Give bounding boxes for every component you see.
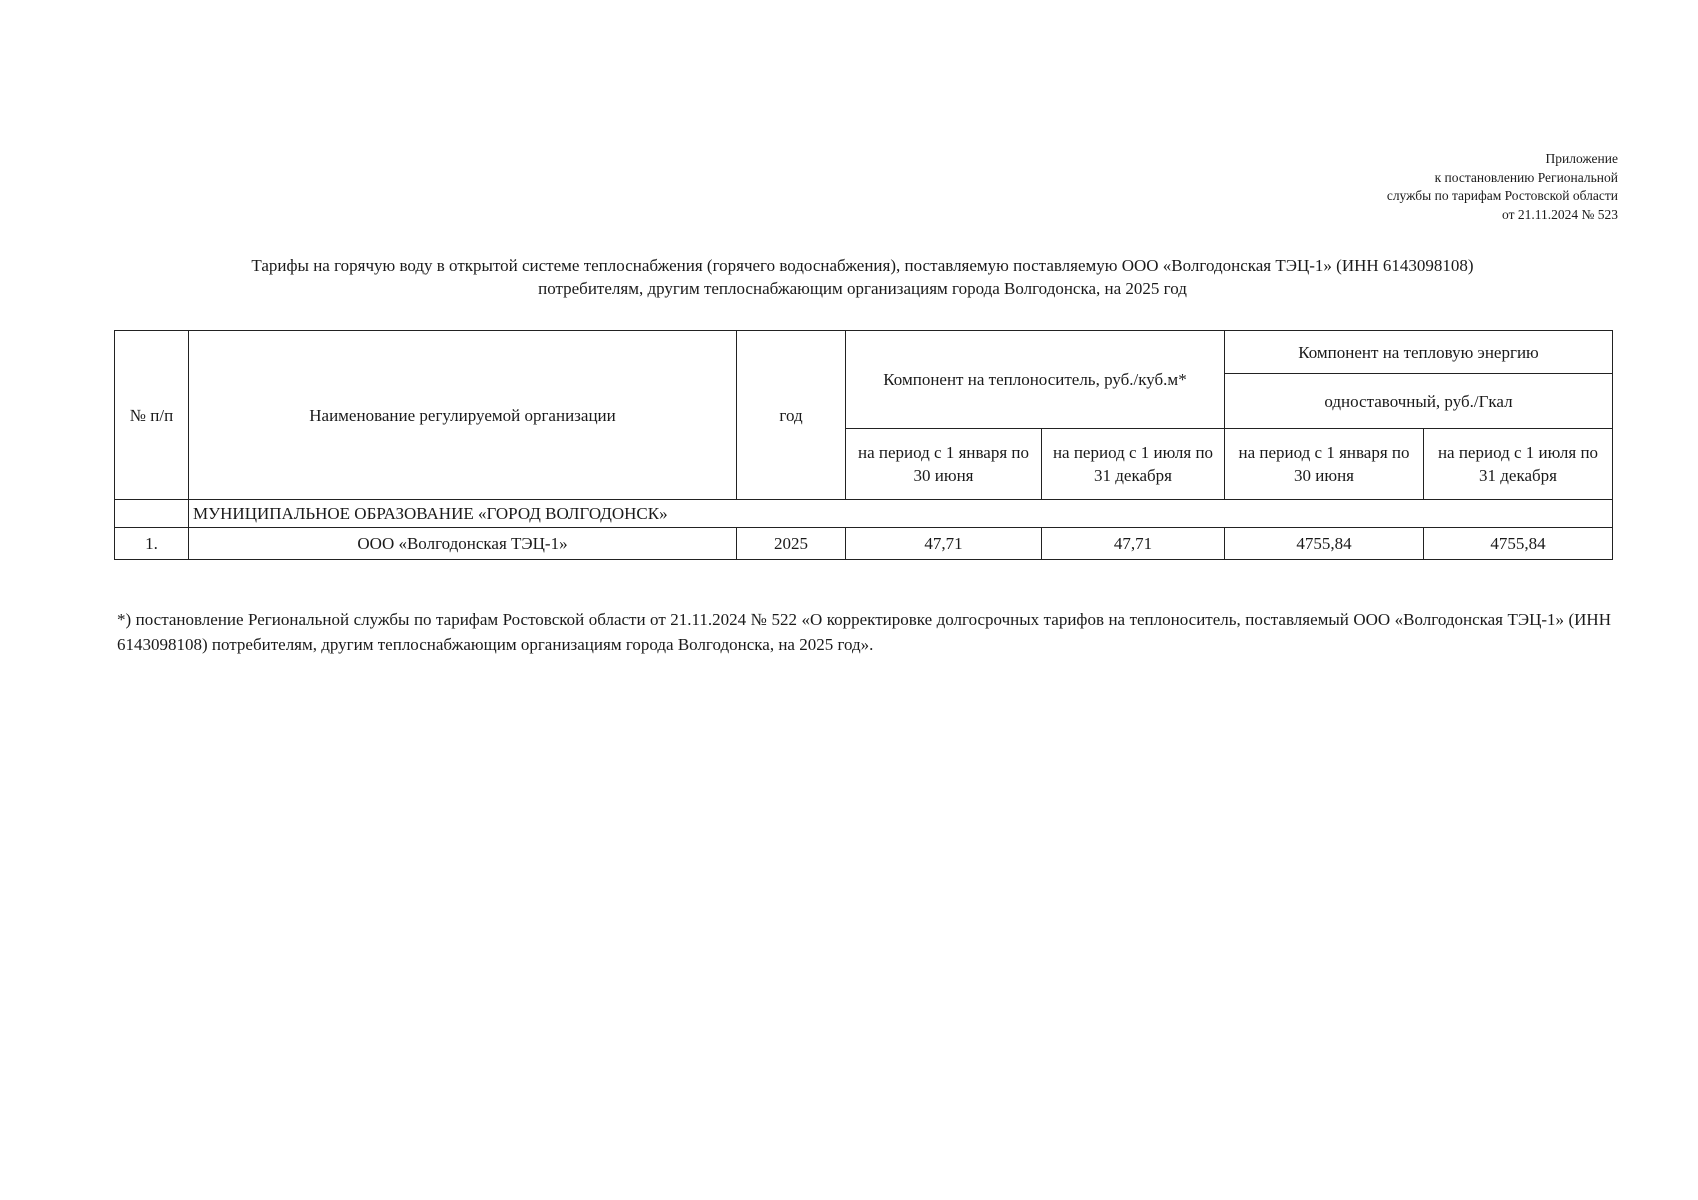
row-heat-h2: 4755,84	[1424, 528, 1613, 560]
header-number: № п/п	[115, 331, 189, 500]
footnote: *) постановление Региональной службы по тарифам Ростовской области от 21.11.2024 № 522 «О корректировке долгосрочных тарифов на теплоноситель, поставляемый ООО «Волгодонская ТЭЦ-1» (ИНН 6143098108) потребителям, другим теплоснабжающим организациям города Волгодонска, на 2025 год».	[117, 610, 1611, 654]
header-period-heat-h2: на период с 1 июля по 31 декабря	[1424, 429, 1613, 500]
row-year: 2025	[737, 528, 846, 560]
header-single-rate: одноставочный, руб./Гкал	[1225, 374, 1613, 429]
row-coolant-h2: 47,71	[1042, 528, 1225, 560]
appendix-header	[1387, 150, 1618, 224]
tariffs-table	[114, 330, 1613, 560]
row-number: 1.	[115, 528, 189, 560]
row-organization: ООО «Волгодонская ТЭЦ-1»	[189, 528, 737, 560]
header-organization: Наименование регулируемой организации	[189, 331, 737, 500]
title-line-1: Тарифы на горячую воду в открытой системе теплоснабжения (горячего водоснабжения), поставляемую поставляемую ООО «Волгодонская ТЭЦ-1» (ИНН 6143098108)	[251, 256, 1474, 275]
header-heat-component: Компонент на тепловую энергию	[1225, 331, 1613, 374]
header-year: год	[737, 331, 846, 500]
appendix-line-1: Приложение	[1545, 151, 1618, 166]
section-row	[115, 500, 1613, 528]
header-period-coolant-h1: на период с 1 января по 30 июня	[846, 429, 1042, 500]
header-row-1	[115, 331, 1613, 374]
appendix-line-4: от 21.11.2024 № 523	[1502, 206, 1618, 222]
header-period-coolant-h2: на период с 1 июля по 31 декабря	[1042, 429, 1225, 500]
section-label: МУНИЦИПАЛЬНОЕ ОБРАЗОВАНИЕ «ГОРОД ВОЛГОДОНСК»	[189, 500, 1613, 528]
appendix-line-3: службы по тарифам Ростовской области	[1386, 188, 1618, 203]
header-period-heat-h1: на период с 1 января по 30 июня	[1225, 429, 1424, 500]
header-coolant-component: Компонент на теплоноситель, руб./куб.м*	[846, 331, 1225, 429]
document-title	[114, 254, 1611, 300]
row-coolant-h1: 47,71	[846, 528, 1042, 560]
appendix-line-2: к постановлению Региональной	[1434, 169, 1618, 185]
table-row	[115, 528, 1613, 560]
row-heat-h1: 4755,84	[1225, 528, 1424, 560]
section-number-cell	[115, 500, 189, 528]
title-line-2: потребителям, другим теплоснабжающим организациям города Волгодонска, на 2025 год	[538, 279, 1187, 298]
